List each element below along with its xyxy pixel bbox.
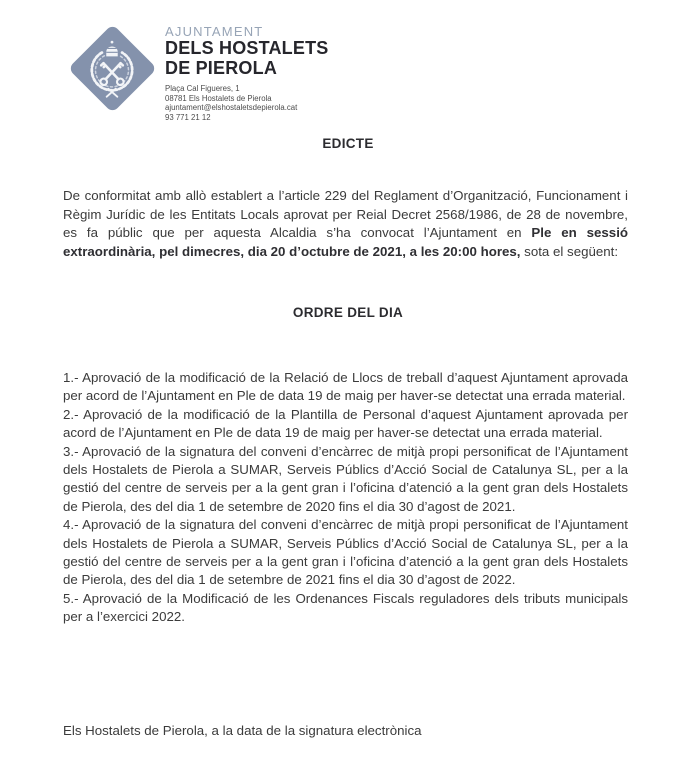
intro-text-start: De conformitat amb allò establert a l’article 229 del Reglament d’Organització, Funcionament i Règim Jurídic de les Entitats Locals aprovat per Reial Decret 2568/1986, de 28 de novembre, es fa públic que per aquesta Alcaldia s’ha convocat l’Ajuntament en bbox=[63, 188, 628, 240]
org-name-superline: AJUNTAMENT bbox=[165, 24, 264, 39]
agenda-section-title: ORDRE DEL DIA bbox=[292, 305, 404, 320]
org-address-block bbox=[165, 84, 328, 122]
address-city: 08781 Els Hostalets de Pierola bbox=[165, 93, 272, 103]
letterhead bbox=[64, 20, 328, 122]
municipality-logo bbox=[64, 20, 160, 116]
org-identity bbox=[165, 20, 328, 122]
address-phone: 93 771 21 12 bbox=[165, 112, 211, 122]
intro-paragraph bbox=[63, 187, 628, 261]
org-name-line: DELS HOSTALETS bbox=[165, 38, 329, 58]
address-street: Plaça Cal Figueres, 1 bbox=[165, 84, 240, 93]
intro-text-end: sota el següent: bbox=[520, 243, 619, 259]
intro-text-bold-session: Ple en sessió extraordinària, pel dimecres, dia 20 d’octubre de 2021, a les 20:00 hores, bbox=[63, 225, 629, 259]
agenda-list bbox=[63, 369, 628, 627]
agenda-item-3: 3.- Aprovació de la signatura del conveni d’encàrrec de mitjà propi personificat de l’Ajuntament dels Hostalets de Pierola a SUMAR, Serveis Públics d’Acció Social de Catalunya SL, per a la gestió del centre de serveis per a la gent gran i l’oficina d’atenció a la gent gran dels Hostalets de Pierola, des del dia 1 de setembre de 2020 fins el dia 30 d’agost de 2021. bbox=[63, 443, 628, 514]
org-name-line: DE PIEROLA bbox=[165, 57, 278, 78]
agenda-item-5: 5.- Aprovació de la Modificació de les Ordenances Fiscals reguladores dels tributs municipals per a l’exercici 2022. bbox=[63, 590, 628, 625]
closing-signature-line: Els Hostalets de Pierola, a la data de la signatura electrònica bbox=[63, 723, 422, 738]
municipal-crest-icon bbox=[78, 33, 146, 103]
document-title: EDICTE bbox=[322, 136, 374, 151]
agenda-item-2: 2.- Aprovació de la modificació de la Plantilla de Personal d’aquest Ajuntament aprovada per acord de l’Ajuntament en Ple de data 19 de maig per haver-se detectat una errada material. bbox=[63, 406, 628, 441]
agenda-item-1: 1.- Aprovació de la modificació de la Relació de Llocs de treball d’aquest Ajuntament aprovada per acord de l’Ajuntament en Ple de data 19 de maig per haver-se detectat una errada material. bbox=[63, 370, 628, 404]
address-email: ajuntament@elshostaletsdepierola.cat bbox=[165, 103, 298, 112]
agenda-item-4: 4.- Aprovació de la signatura del conveni d’encàrrec de mitjà propi personificat de l’Ajuntament dels Hostalets de Pierola a SUMAR, Serveis Públics d’Acció Social de Catalunya SL, per a la gestió del centre de serveis per a la gent gran i l’oficina d’atenció a la gent gran dels Hostalets de Pierola, des del dia 1 de setembre de 2021 fins el dia 30 d’agost de 2022. bbox=[63, 517, 628, 588]
